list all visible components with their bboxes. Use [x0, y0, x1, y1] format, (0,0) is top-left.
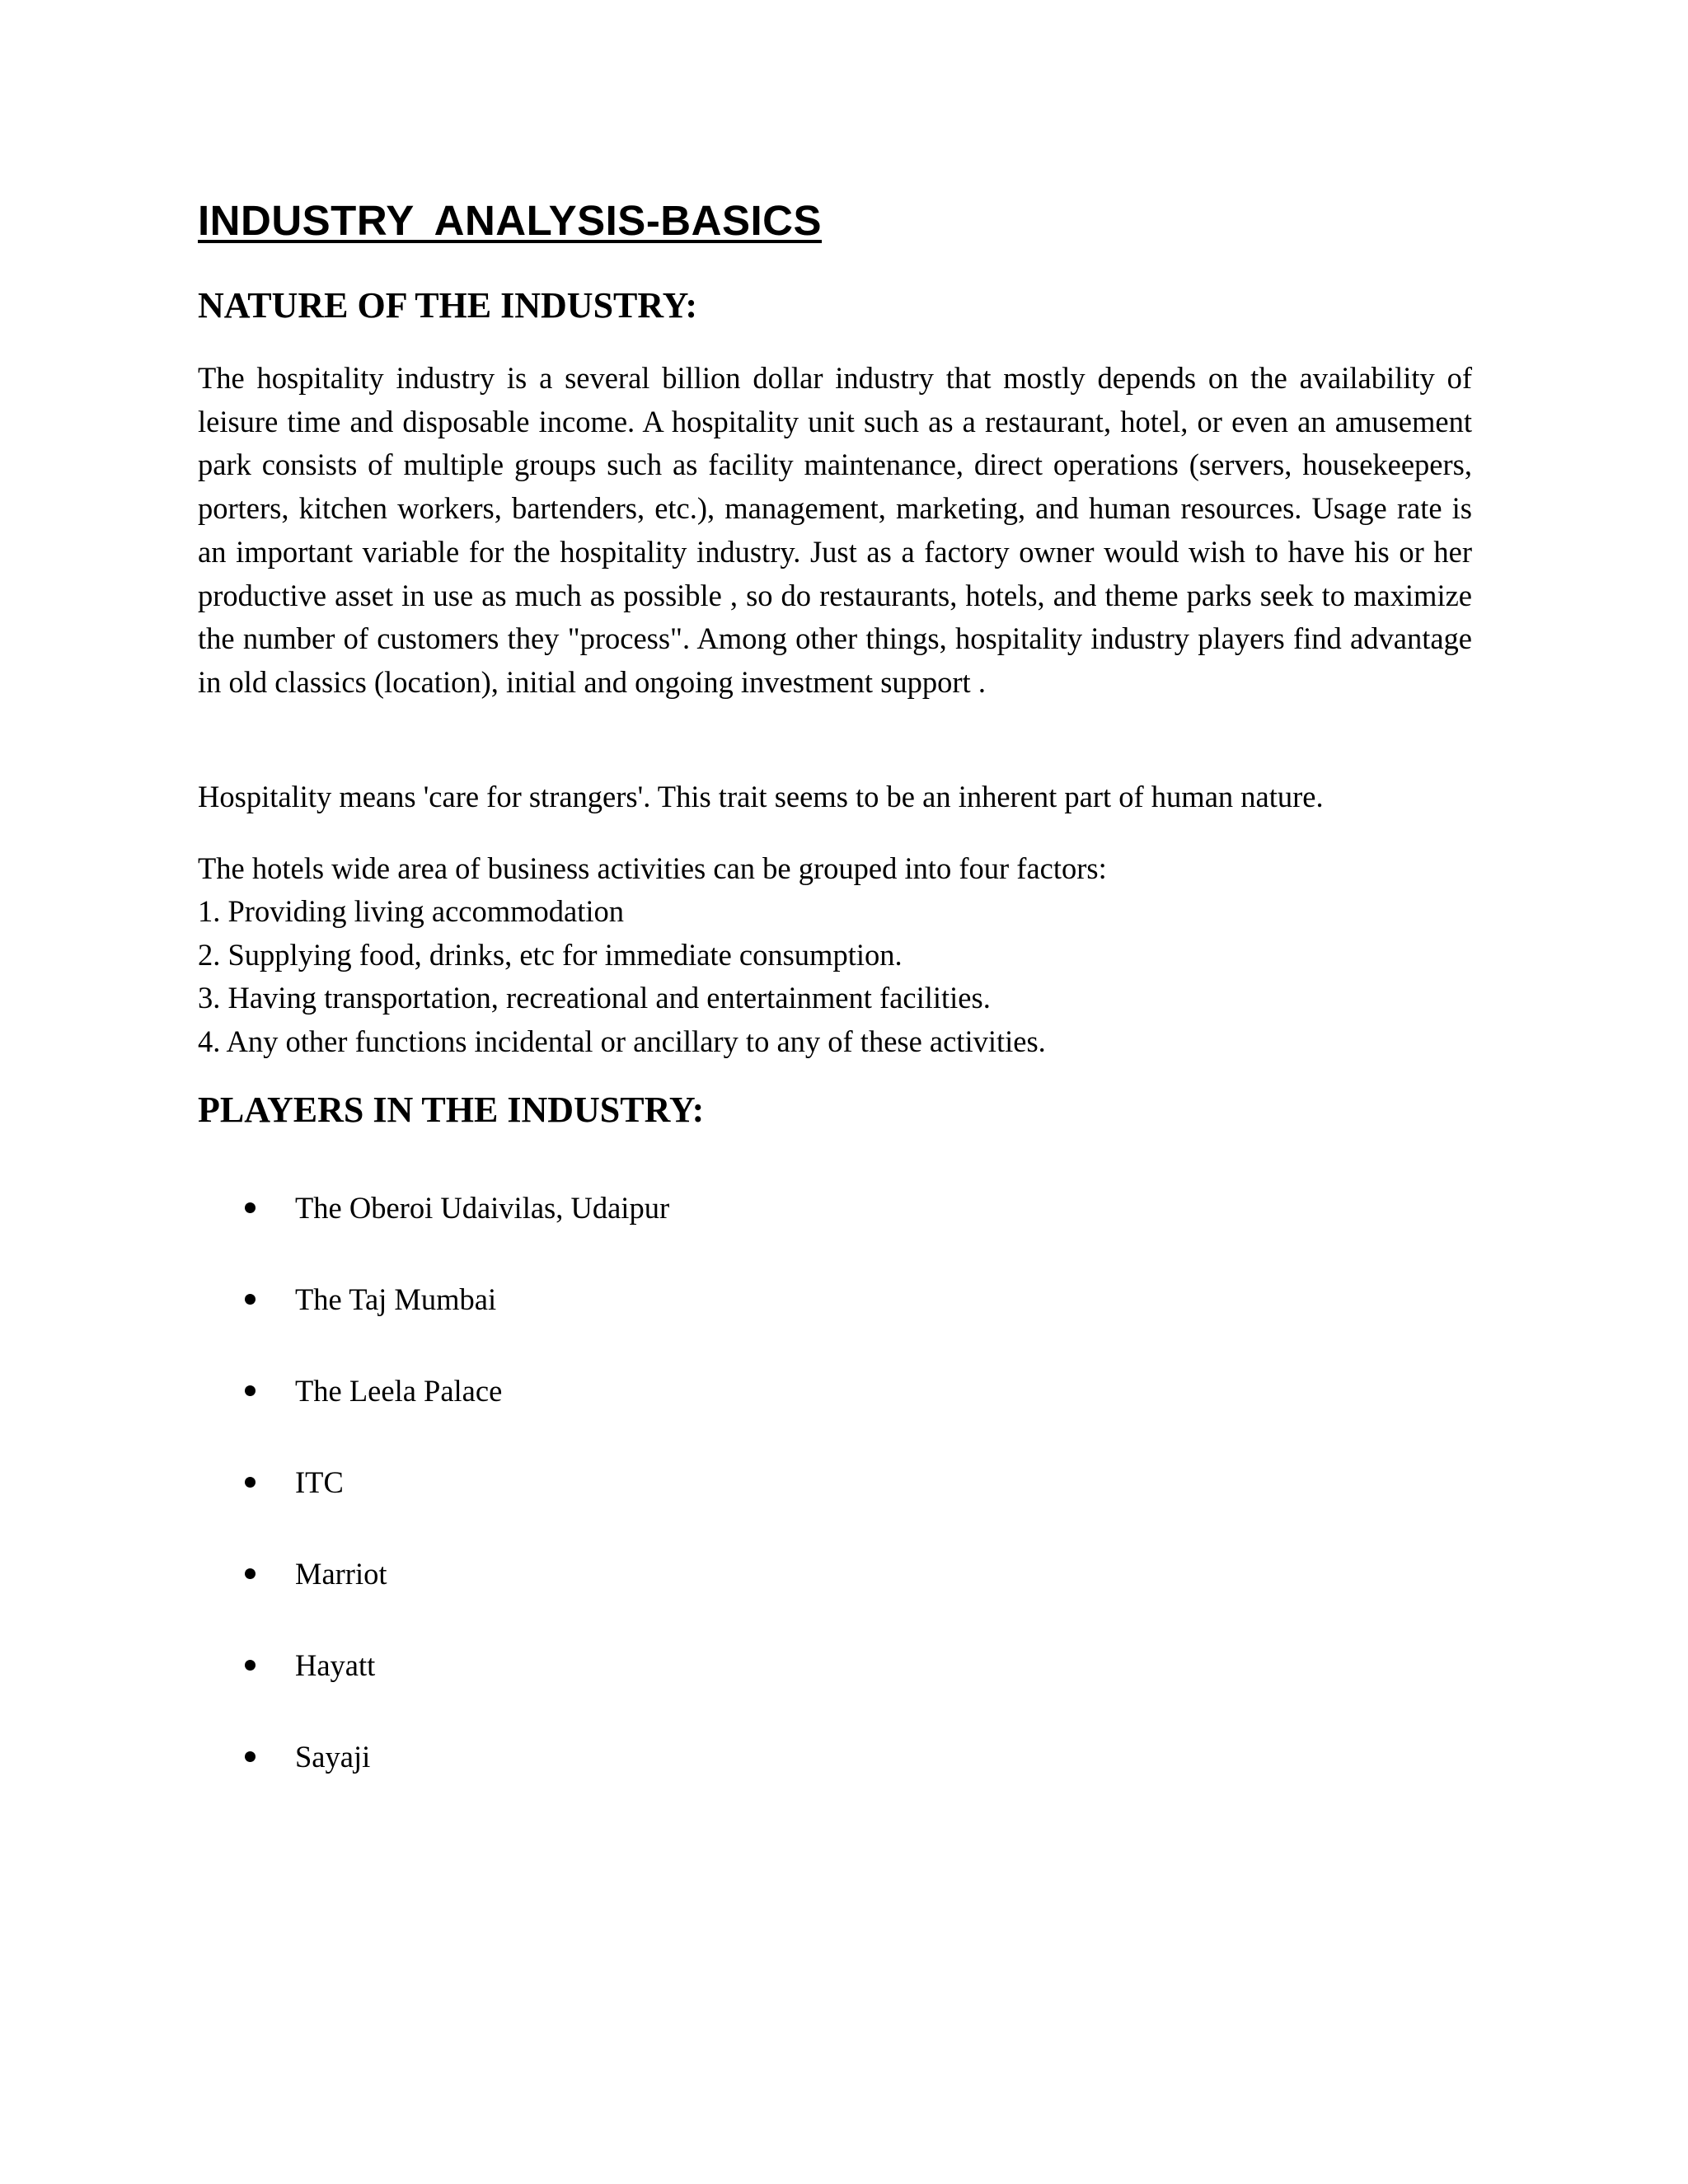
bullet-icon: [245, 1294, 256, 1305]
bullet-icon: [245, 1751, 256, 1762]
bullet-icon: [245, 1660, 256, 1671]
player-name: Hayatt: [295, 1648, 376, 1682]
bullet-icon: [245, 1385, 256, 1396]
document-title: INDUSTRY ANALYSIS-BASICS: [198, 197, 823, 244]
factor-item: 2. Supplying food, drinks, etc for immediate consumption.: [198, 937, 903, 972]
player-name: Marriot: [295, 1557, 387, 1591]
factors-intro: The hotels wide area of business activities can be grouped into four factors:: [198, 851, 1107, 885]
player-name: The Taj Mumbai: [295, 1282, 497, 1316]
player-name: The Oberoi Udaivilas, Udaipur: [295, 1191, 670, 1225]
factor-item: 1. Providing living accommodation: [198, 894, 625, 928]
factors-list: [198, 890, 1046, 1064]
bullet-icon: [245, 1477, 256, 1488]
nature-heading: NATURE OF THE INDUSTRY:: [198, 285, 698, 326]
player-name: Sayaji: [295, 1740, 371, 1774]
bullet-icon: [245, 1202, 256, 1213]
players-heading: PLAYERS IN THE INDUSTRY:: [198, 1090, 705, 1130]
factor-item: 3. Having transportation, recreational and entertainment facilities.: [198, 981, 991, 1015]
nature-paragraph: The hospitality industry is a several billion dollar industry that mostly depends on the availability of leisure time and disposable income. A hospitality unit such as a restaurant, hotel, or even an amusement park consists of multiple groups such as facility maintenance, direct operations (servers, housekeepers, porters, kitchen workers, bartenders, etc.), management, marketing, and human resources. Usage rate is an important variable for the hospitality industry. Just as a factory owner would wish to have his or her productive asset in use as much as possible , so do restaurants, hotels, and theme parks seek to maximize the number of customers they "process". Among other things, hospitality industry players find advantage in old classics (location), initial and ongoing investment support .: [198, 361, 1472, 699]
player-name: ITC: [295, 1465, 344, 1499]
bullet-icon: [245, 1568, 256, 1579]
factor-item: 4. Any other functions incidental or ancillary to any of these activities.: [198, 1024, 1046, 1059]
hospitality-definition: Hospitality means 'care for strangers'. This trait seems to be an inherent part of human nature.: [198, 780, 1324, 813]
player-name: The Leela Palace: [295, 1374, 503, 1408]
